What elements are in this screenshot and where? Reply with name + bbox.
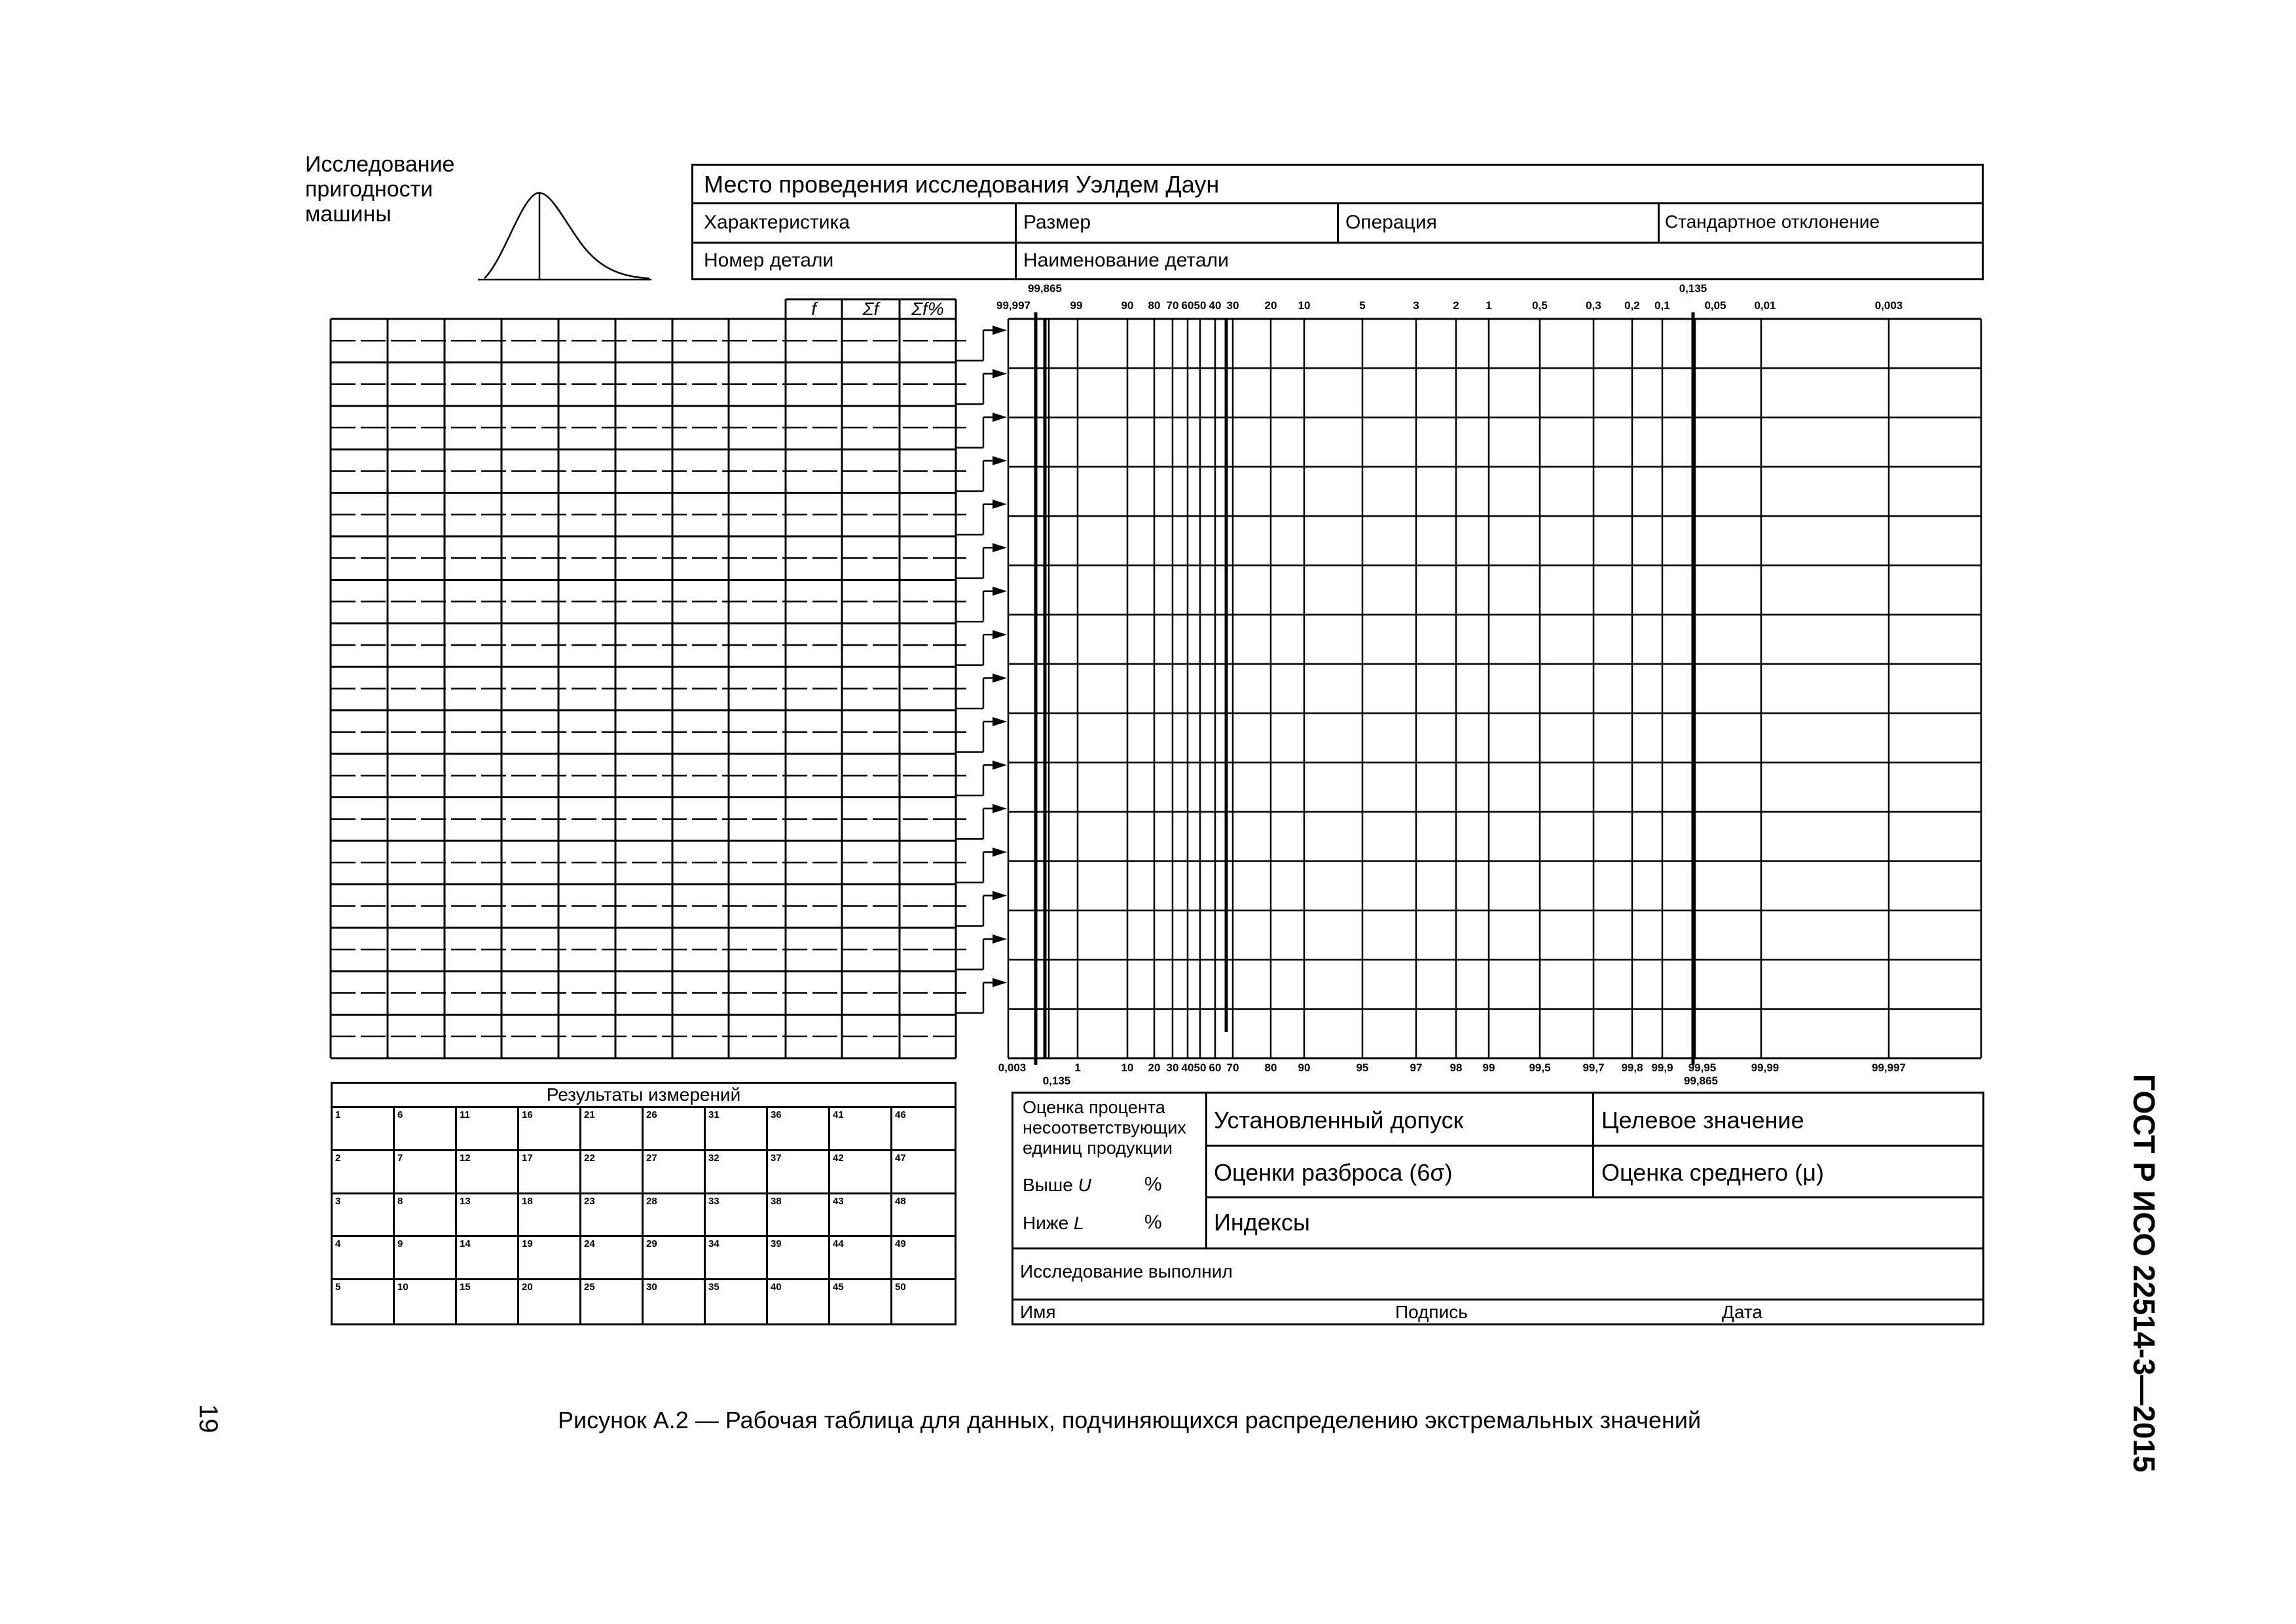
arrow-head	[993, 413, 1007, 422]
results-table	[331, 1082, 957, 1325]
results-cell[interactable]	[830, 1151, 892, 1194]
results-cell[interactable]	[457, 1151, 519, 1194]
results-cell[interactable]	[519, 1237, 581, 1280]
results-cell[interactable]	[333, 1237, 395, 1280]
results-cell-number: 46	[895, 1109, 906, 1120]
results-cell-number: 48	[895, 1195, 906, 1207]
results-cell-number: 38	[771, 1195, 782, 1207]
arrow-head	[993, 369, 1007, 378]
results-cell[interactable]	[457, 1194, 519, 1238]
top-scale-label: 0,01	[1754, 299, 1776, 312]
results-cell[interactable]	[395, 1280, 457, 1323]
bottom-scale-label: 98	[1449, 1061, 1463, 1074]
results-cell-number: 49	[895, 1238, 906, 1250]
bottom-scale-label: 99,7	[1582, 1061, 1605, 1074]
bottom-scale-label: 90	[1298, 1061, 1311, 1074]
tally-col-sum-f-header	[842, 299, 900, 320]
figure-caption: Рисунок А.2 — Рабочая таблица для данных, подчиняющихся распределению экстремальных значений	[558, 1407, 1702, 1433]
results-cell[interactable]	[892, 1194, 955, 1238]
std-dev-label: Стандартное отклонение	[1665, 212, 1880, 232]
results-cell-number: 26	[646, 1109, 657, 1120]
top-scale-label: 10	[1298, 299, 1311, 312]
top-scale-label: 0,5	[1532, 299, 1548, 312]
signature-label: Подпись	[1395, 1302, 1468, 1322]
form-title-line: Исследование	[305, 152, 455, 177]
top-scale-label: 30	[1226, 299, 1239, 312]
top-scale-label: 5	[1359, 299, 1366, 312]
form-title-line: машины	[305, 202, 392, 227]
arrow-head	[993, 587, 1007, 596]
results-cell[interactable]	[768, 1151, 830, 1194]
results-cell-number: 18	[522, 1195, 533, 1207]
results-cell-number: 6	[397, 1109, 403, 1120]
results-cell[interactable]	[644, 1108, 706, 1151]
results-cell-number: 7	[397, 1152, 403, 1164]
top-scale-label: 40	[1209, 299, 1222, 312]
arrow-head	[993, 804, 1007, 813]
bottom-scale-label: 99,997	[1872, 1061, 1906, 1074]
results-cell[interactable]	[395, 1108, 457, 1151]
results-cell[interactable]	[395, 1237, 457, 1280]
results-cell[interactable]	[644, 1237, 706, 1280]
results-cell-number: 1	[335, 1109, 341, 1120]
results-cell[interactable]	[830, 1280, 892, 1323]
page-number: 19	[194, 1404, 223, 1433]
results-cell[interactable]	[768, 1108, 830, 1151]
top-scale-label: 70	[1166, 299, 1179, 312]
results-cell[interactable]	[519, 1280, 581, 1323]
results-cell-number: 25	[584, 1282, 595, 1293]
tally-col-sum-f-pct: Σf%	[911, 299, 944, 319]
tally-col-sum-f-pct-header	[900, 299, 956, 320]
results-cell-number: 42	[833, 1152, 844, 1164]
bottom-scale-label: 0,003	[998, 1061, 1027, 1074]
bottom-scale-label: 99,9	[1651, 1061, 1673, 1074]
date-label: Дата	[1722, 1302, 1763, 1322]
results-cell[interactable]	[892, 1151, 955, 1194]
arrow-head	[993, 717, 1007, 726]
nonconforming-line: единиц продукции	[1023, 1138, 1173, 1158]
performed-by-label: Исследование выполнил	[1020, 1261, 1233, 1282]
bottom-scale-label: 20	[1148, 1061, 1161, 1074]
results-cell[interactable]	[830, 1237, 892, 1280]
results-cell[interactable]	[581, 1194, 644, 1238]
results-cell[interactable]	[581, 1108, 644, 1151]
results-cell[interactable]	[830, 1108, 892, 1151]
top-scale-label: 3	[1413, 299, 1419, 312]
standard-id: ГОСТ Р ИСО 22514-3—2015	[2127, 1074, 2161, 1473]
top-scale-label: 60	[1181, 299, 1194, 312]
below-var: L	[1073, 1213, 1084, 1233]
characteristic-label: Характеристика	[704, 212, 850, 233]
results-cell[interactable]	[706, 1151, 768, 1194]
arrow-head	[993, 760, 1007, 769]
arrow-head	[993, 500, 1007, 509]
arrow-head	[993, 847, 1007, 857]
results-cell-number: 32	[708, 1152, 720, 1164]
results-cell-number: 33	[708, 1195, 720, 1207]
bottom-scale-label: 60	[1209, 1061, 1222, 1074]
top-scale-label: 2	[1453, 299, 1459, 312]
results-cell-number: 45	[833, 1282, 844, 1293]
tally-col-f: f	[811, 299, 816, 319]
results-cell[interactable]	[706, 1108, 768, 1151]
form-title-line: пригодности	[305, 177, 433, 202]
results-cell-number: 24	[584, 1238, 595, 1250]
top-scale-label: 80	[1148, 299, 1161, 312]
results-cell[interactable]	[395, 1194, 457, 1238]
results-cell-number: 5	[335, 1282, 341, 1293]
results-cell-number: 35	[708, 1282, 720, 1293]
bottom-scale-label: 97	[1410, 1061, 1423, 1074]
arrow-head	[993, 543, 1007, 552]
results-cell[interactable]	[644, 1151, 706, 1194]
results-cell-number: 22	[584, 1152, 595, 1164]
nonconforming-estimate	[1023, 1098, 1186, 1158]
results-cell[interactable]	[457, 1280, 519, 1323]
bottom-scale-label: 99,99	[1751, 1061, 1779, 1074]
arrow-head	[993, 456, 1007, 466]
spread-label: Оценки разброса (6σ)	[1214, 1159, 1453, 1186]
top-scale-marker-label: 99,865	[1028, 282, 1062, 295]
part-name-label: Наименование детали	[1023, 249, 1229, 271]
top-scale-label: 90	[1121, 299, 1134, 312]
bottom-scale-label: 95	[1356, 1061, 1369, 1074]
results-cell-number: 36	[771, 1109, 782, 1120]
results-cell[interactable]	[519, 1108, 581, 1151]
tally-col-sum-f: Σf	[862, 299, 879, 319]
location-label: Место проведения исследования Уэлдем Даун	[704, 171, 1220, 198]
arrow-head	[993, 891, 1007, 900]
results-cell-number: 2	[335, 1152, 341, 1164]
bottom-scale-label: 10	[1121, 1061, 1134, 1074]
bottom-scale-label: 50	[1194, 1061, 1207, 1074]
tolerance-label: Установленный допуск	[1214, 1107, 1464, 1134]
below-l-row	[1023, 1213, 1084, 1234]
results-cell-number: 21	[584, 1109, 595, 1120]
results-cell[interactable]	[333, 1194, 395, 1238]
above-percent: %	[1144, 1173, 1162, 1195]
results-cell[interactable]	[768, 1194, 830, 1238]
top-scale-label: 0,003	[1874, 299, 1903, 312]
results-cell[interactable]	[519, 1151, 581, 1194]
arrow-head	[993, 674, 1007, 683]
results-cell[interactable]	[581, 1151, 644, 1194]
results-cell-number: 23	[584, 1195, 595, 1207]
results-cell-number: 50	[895, 1282, 906, 1293]
bottom-scale-label: 80	[1264, 1061, 1277, 1074]
results-cell-number: 40	[771, 1282, 782, 1293]
results-cell-number: 47	[895, 1152, 906, 1164]
bottom-scale-marker-label: 99,865	[1684, 1075, 1718, 1087]
top-scale-marker-label: 0,135	[1679, 282, 1707, 295]
results-cell-number: 4	[335, 1238, 341, 1250]
results-cell[interactable]	[768, 1280, 830, 1323]
results-cell[interactable]	[333, 1151, 395, 1194]
results-cell[interactable]	[892, 1280, 955, 1323]
results-cell[interactable]	[581, 1237, 644, 1280]
top-scale-label: 0,3	[1586, 299, 1601, 312]
results-cell[interactable]	[395, 1151, 457, 1194]
results-cell-number: 3	[335, 1195, 341, 1207]
above-var: U	[1078, 1175, 1091, 1195]
results-cell-number: 9	[397, 1238, 403, 1250]
results-cell-number: 16	[522, 1109, 533, 1120]
bottom-scale-label: 1	[1074, 1061, 1081, 1074]
results-cell[interactable]	[457, 1237, 519, 1280]
results-cell-number: 10	[397, 1282, 409, 1293]
results-cell[interactable]	[892, 1108, 955, 1151]
results-title: Результаты измерений	[546, 1084, 741, 1105]
bottom-scale-label: 70	[1226, 1061, 1239, 1074]
results-cell[interactable]	[333, 1280, 395, 1323]
bottom-scale-marker-label: 0,135	[1042, 1075, 1071, 1087]
bottom-scale-label: 30	[1166, 1061, 1179, 1074]
results-cell-number: 27	[646, 1152, 657, 1164]
results-cell-number: 17	[522, 1152, 533, 1164]
above-u-row	[1023, 1175, 1091, 1196]
top-scale-label: 0,1	[1654, 299, 1670, 312]
results-cell-number: 13	[460, 1195, 471, 1207]
results-cell-number: 39	[771, 1238, 782, 1250]
top-scale-label: 99,997	[996, 299, 1030, 312]
results-cell-number: 41	[833, 1109, 844, 1120]
operation-label: Операция	[1345, 212, 1437, 233]
results-cell-number: 37	[771, 1152, 782, 1164]
results-cell-number: 19	[522, 1238, 533, 1250]
top-scale-label: 0,05	[1704, 299, 1726, 312]
results-grid	[333, 1108, 955, 1323]
results-cell-number: 30	[646, 1282, 657, 1293]
arrow-head	[993, 630, 1007, 639]
results-cell-number: 28	[646, 1195, 657, 1207]
target-label: Целевое значение	[1601, 1107, 1804, 1134]
results-cell-number: 8	[397, 1195, 403, 1207]
results-cell-number: 31	[708, 1109, 720, 1120]
bottom-scale-label: 99,95	[1688, 1061, 1717, 1074]
arrow-head	[993, 934, 1007, 944]
bottom-scale-label: 99,8	[1621, 1061, 1643, 1074]
top-scale-label: 20	[1264, 299, 1277, 312]
above-label: Выше	[1023, 1175, 1073, 1195]
results-cell[interactable]	[457, 1108, 519, 1151]
results-cell[interactable]	[706, 1194, 768, 1238]
top-scale-label: 99	[1070, 299, 1083, 312]
size-label: Размер	[1023, 212, 1091, 233]
results-cell-number: 44	[833, 1238, 844, 1250]
results-cell-number: 11	[460, 1109, 470, 1120]
bottom-scale-label: 40	[1181, 1061, 1194, 1074]
results-cell-number: 14	[460, 1238, 471, 1250]
results-cell[interactable]	[830, 1194, 892, 1238]
name-label: Имя	[1020, 1302, 1056, 1322]
results-cell-number: 20	[522, 1282, 533, 1293]
top-scale-label: 50	[1194, 299, 1207, 312]
arrow-head	[993, 978, 1007, 987]
arrow-head	[993, 325, 1007, 335]
tally-col-f-header	[786, 299, 842, 320]
results-cell-number: 29	[646, 1238, 657, 1250]
below-percent: %	[1144, 1211, 1162, 1233]
top-scale-label: 0,2	[1624, 299, 1640, 312]
results-cell[interactable]	[768, 1237, 830, 1280]
assessment-block	[1011, 1092, 1984, 1325]
results-cell[interactable]	[892, 1237, 955, 1280]
bottom-scale-label: 99,5	[1529, 1061, 1551, 1074]
results-cell[interactable]	[519, 1194, 581, 1238]
results-cell[interactable]	[706, 1237, 768, 1280]
indices-label: Индексы	[1214, 1209, 1310, 1236]
results-cell-number: 12	[460, 1152, 471, 1164]
bottom-scale-label: 99	[1482, 1061, 1495, 1074]
results-cell-number: 34	[708, 1238, 720, 1250]
results-cell[interactable]	[644, 1194, 706, 1238]
results-cell[interactable]	[706, 1280, 768, 1323]
results-cell-number: 43	[833, 1195, 844, 1207]
nonconforming-line: несоответствующих	[1023, 1118, 1186, 1137]
results-cell-number: 15	[460, 1282, 471, 1293]
below-label: Ниже	[1023, 1213, 1069, 1233]
results-cell[interactable]	[333, 1108, 395, 1151]
part-number-label: Номер детали	[704, 249, 834, 271]
top-scale-label: 1	[1485, 299, 1492, 312]
results-cell[interactable]	[644, 1280, 706, 1323]
nonconforming-line: Оценка процента	[1023, 1098, 1165, 1117]
mean-label: Оценка среднего (μ)	[1601, 1159, 1824, 1186]
results-cell[interactable]	[581, 1280, 644, 1323]
